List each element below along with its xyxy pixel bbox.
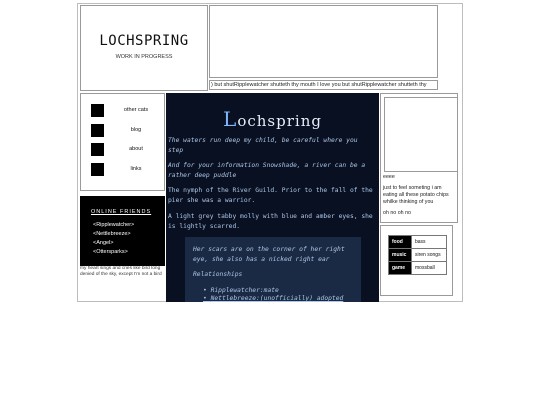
nav-label[interactable]: about <box>129 146 143 152</box>
friend-item[interactable]: <Ottersparks> <box>93 249 128 255</box>
nav-square-icon <box>91 143 104 156</box>
nav-label[interactable]: blog <box>130 127 142 133</box>
right-panel <box>380 93 458 223</box>
nav-square-icon <box>91 163 104 176</box>
fav-key: music <box>389 249 412 262</box>
bio-paragraph: The nymph of the River Guild. Prior to the fall of the pier she was a warrior. <box>168 187 373 204</box>
banner-area <box>209 5 438 78</box>
nav-item-blog[interactable] <box>91 124 161 138</box>
nav-panel <box>80 93 165 191</box>
favorites-panel <box>380 225 453 296</box>
quote-2: And for your information Snowshade, a river can be a rather deep puddle <box>168 162 366 179</box>
image-placeholder <box>384 97 458 172</box>
footer-text: oh no oh no <box>383 210 411 216</box>
fav-value: mossball <box>412 262 447 275</box>
main-content[interactable] <box>166 93 379 302</box>
nav-square-icon <box>91 104 104 117</box>
table-row <box>389 262 447 275</box>
fav-value: bass <box>412 236 447 249</box>
nav-item-links[interactable] <box>91 163 161 177</box>
friend-item[interactable]: <Nettlebreeze> <box>93 231 131 237</box>
relationship-item[interactable]: • Nettlebreeze:(unofficially) adopted <box>203 295 343 302</box>
details-card <box>185 237 361 302</box>
logo-panel <box>80 5 208 91</box>
dots-text: eeee <box>383 174 395 180</box>
online-friends-panel <box>80 196 165 266</box>
status-text: just to feel someting i am eating all these potato chips whilke thinking of you <box>383 185 449 205</box>
nav-item-about[interactable] <box>91 143 161 157</box>
logo-subtitle: WORK IN PROGRESS <box>115 54 173 60</box>
online-friends-list <box>93 221 134 257</box>
relationships-list <box>203 287 343 302</box>
relationship-item: • Ripplewatcher:mate <box>203 287 343 295</box>
table-row <box>389 249 447 262</box>
title-rest: ochspring <box>237 112 322 130</box>
title-initial: L <box>223 107 238 131</box>
friend-item[interactable]: <Angel> <box>93 240 114 246</box>
scrolling-marquee: ) but shutRipplewatcher shutteth thy mouth I love you but shutRipplewatcher shutteth thy <box>209 80 438 90</box>
page-title <box>166 107 379 131</box>
nav-label[interactable]: other cats <box>123 107 149 113</box>
tagline: my heart sings and cries like bird long denied of the sky, except I'm not a bird <box>80 266 162 277</box>
table-row <box>389 236 447 249</box>
site-logo[interactable]: LOCHSPRING <box>99 33 189 49</box>
friend-item[interactable]: <Ripplewatcher> <box>93 222 135 228</box>
scars-text: Her scars are on the corner of her right eye, she also has a nicked right ear <box>193 246 345 263</box>
description-paragraph: A light grey tabby molly with blue and amber eyes, she is lightly scarred. <box>168 213 373 230</box>
online-friends-title: ONLINE FRIENDS <box>91 209 152 215</box>
nav-square-icon <box>91 124 104 137</box>
fav-key: food <box>389 236 412 249</box>
nav-item-other-cats[interactable] <box>91 104 161 118</box>
favorites-table <box>388 235 447 275</box>
relationships-heading: Relationships <box>193 271 243 278</box>
nav-label[interactable]: links <box>130 166 142 172</box>
fav-key: game <box>389 262 412 275</box>
fav-value: siren songs <box>412 249 447 262</box>
quote-1: The waters run deep my child, be careful where you step <box>168 137 358 154</box>
